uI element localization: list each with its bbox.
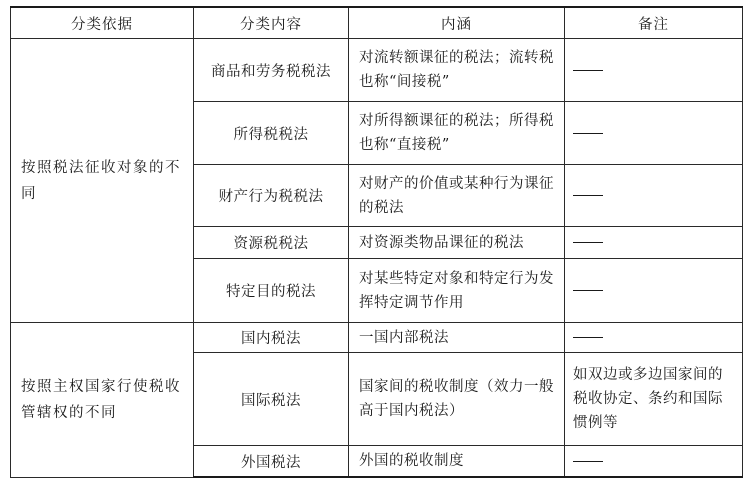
- header-row: [11, 7, 743, 39]
- meaning-cell: 外国的税收制度: [349, 446, 565, 477]
- dash-placeholder: [573, 290, 603, 291]
- meaning-cell: 对某些特定对象和特定行为发挥特定调节作用: [349, 259, 565, 323]
- content-cell: 资源税税法: [194, 227, 349, 259]
- header-content: 分类内容: [194, 7, 349, 39]
- content-cell: 商品和劳务税税法: [194, 39, 349, 102]
- meaning-cell: 国家间的税收制度（效力一般高于国内税法）: [349, 353, 565, 446]
- table-row: [11, 39, 743, 102]
- note-cell: [565, 227, 743, 259]
- basis-cell: 按照税法征收对象的不同: [11, 39, 194, 323]
- content-cell: 国内税法: [194, 323, 349, 353]
- header-note: 备注: [565, 7, 743, 39]
- note-cell: [565, 446, 743, 477]
- meaning-cell: 对财产的价值或某种行为课征的税法: [349, 165, 565, 227]
- basis-cell: 按照主权国家行使税收管辖权的不同: [11, 323, 194, 477]
- content-cell: 国际税法: [194, 353, 349, 446]
- meaning-cell: 一国内部税法: [349, 323, 565, 353]
- meaning-cell: 对资源类物品课征的税法: [349, 227, 565, 259]
- content-cell: 外国税法: [194, 446, 349, 477]
- meaning-cell: 对所得额课征的税法；所得税也称“直接税”: [349, 102, 565, 165]
- content-cell: 财产行为税税法: [194, 165, 349, 227]
- dash-placeholder: [573, 242, 603, 243]
- note-cell: [565, 102, 743, 165]
- dash-placeholder: [573, 133, 603, 134]
- dash-placeholder: [573, 195, 603, 196]
- note-cell: [565, 165, 743, 227]
- meaning-cell: 对流转额课征的税法；流转税也称“间接税”: [349, 39, 565, 102]
- dash-placeholder: [573, 461, 603, 462]
- table-row: [11, 323, 743, 353]
- note-cell: 如双边或多边国家间的税收协定、条约和国际惯例等: [565, 353, 743, 446]
- dash-placeholder: [573, 70, 603, 71]
- content-cell: 特定目的税法: [194, 259, 349, 323]
- note-cell: [565, 39, 743, 102]
- header-meaning: 内涵: [349, 7, 565, 39]
- dash-placeholder: [573, 337, 603, 338]
- note-cell: [565, 323, 743, 353]
- content-cell: 所得税税法: [194, 102, 349, 165]
- header-basis: 分类依据: [11, 7, 194, 39]
- note-cell: [565, 259, 743, 323]
- tax-law-classification-table: [10, 6, 743, 478]
